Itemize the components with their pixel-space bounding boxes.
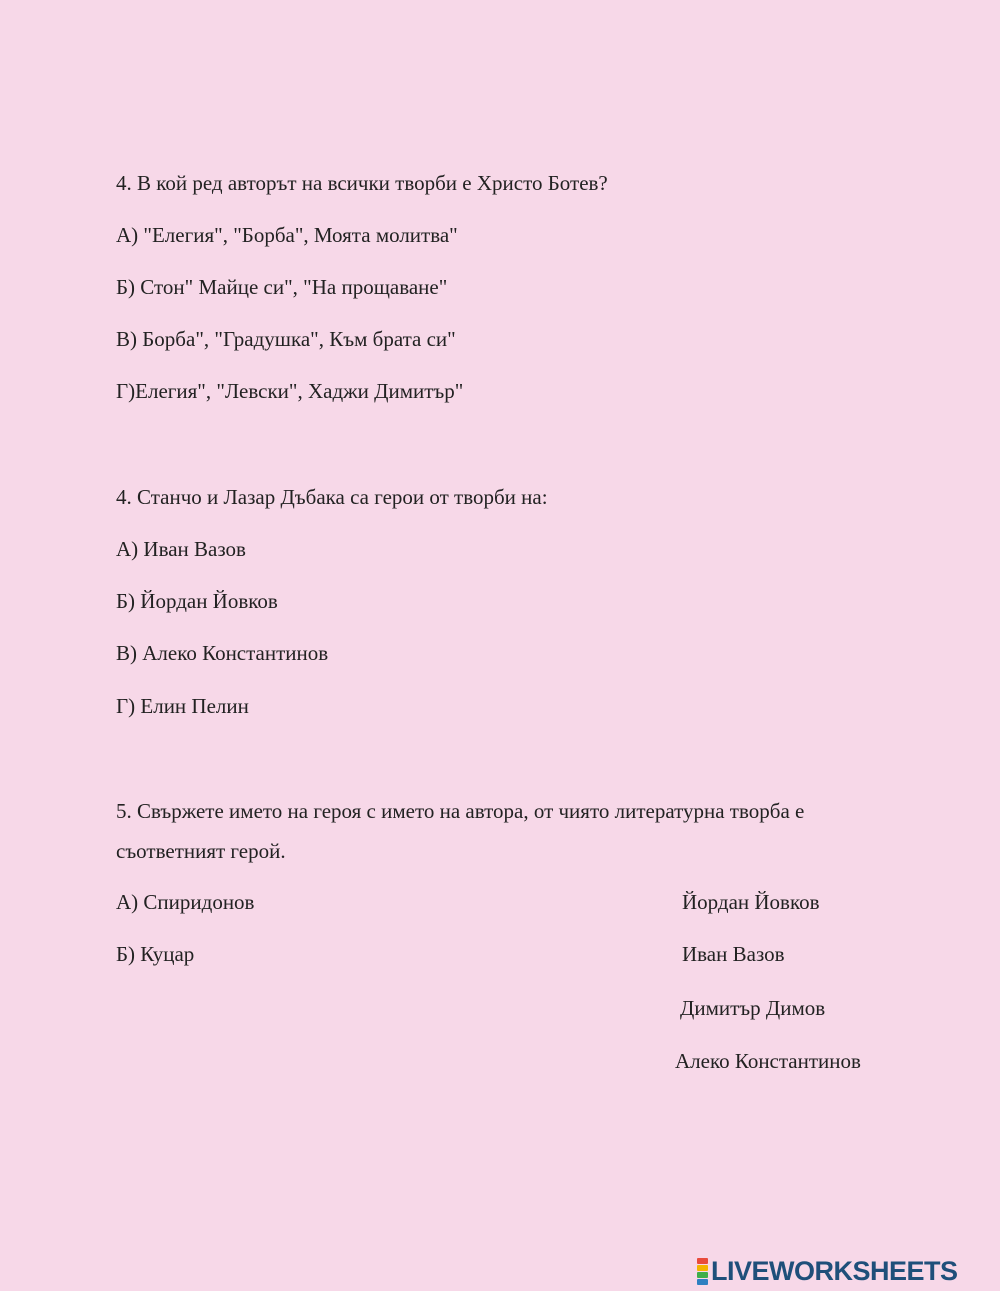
icon-block-3	[697, 1272, 708, 1278]
question-4a-text: 4. В кой ред авторът на всички творби е Христо Ботев?	[116, 171, 608, 195]
question-4a-option-a[interactable]: А) "Елегия", "Борба", Моята молитва"	[116, 223, 458, 247]
question-5-text-line2: съответният герой.	[116, 839, 286, 863]
question-4b-option-v[interactable]: В) Алеко Константинов	[116, 641, 329, 665]
question-5-hero-b[interactable]: Б) Куцар	[116, 942, 195, 966]
question-4a-option-b[interactable]: Б) Стон" Майце си", "На прощаване"	[116, 275, 448, 299]
question-4b-option-a[interactable]: А) Иван Вазов	[116, 537, 246, 561]
brand-name: LIVEWORKSHEETS	[711, 1255, 958, 1286]
question-5-author-2[interactable]: Иван Вазов	[682, 942, 785, 966]
icon-block-2	[697, 1265, 708, 1271]
question-5-author-4[interactable]: Алеко Константинов	[675, 1049, 861, 1073]
question-4a-option-v[interactable]: В) Борба", "Градушка", Към брата си"	[116, 327, 456, 351]
icon-block-4	[697, 1279, 708, 1285]
live-blocks-icon	[697, 1258, 708, 1285]
question-5-author-1[interactable]: Йордан Йовков	[682, 890, 820, 914]
question-4b-text: 4. Станчо и Лазар Дъбака са герои от творби на:	[116, 485, 548, 509]
question-4a-option-g[interactable]: Г)Елегия", "Левски", Хаджи Димитър"	[116, 379, 464, 403]
question-5-text-line1: 5. Свържете името на героя с името на автора, от чиято литературна творба е	[116, 799, 805, 823]
icon-block-1	[697, 1258, 708, 1264]
liveworksheets-logo	[697, 1254, 958, 1288]
question-4b-option-b[interactable]: Б) Йордан Йовков	[116, 589, 278, 613]
question-4b-option-g[interactable]: Г) Елин Пелин	[116, 694, 249, 718]
question-5-hero-a[interactable]: А) Спиридонов	[116, 890, 255, 914]
question-5-author-3[interactable]: Димитър Димов	[680, 996, 826, 1020]
